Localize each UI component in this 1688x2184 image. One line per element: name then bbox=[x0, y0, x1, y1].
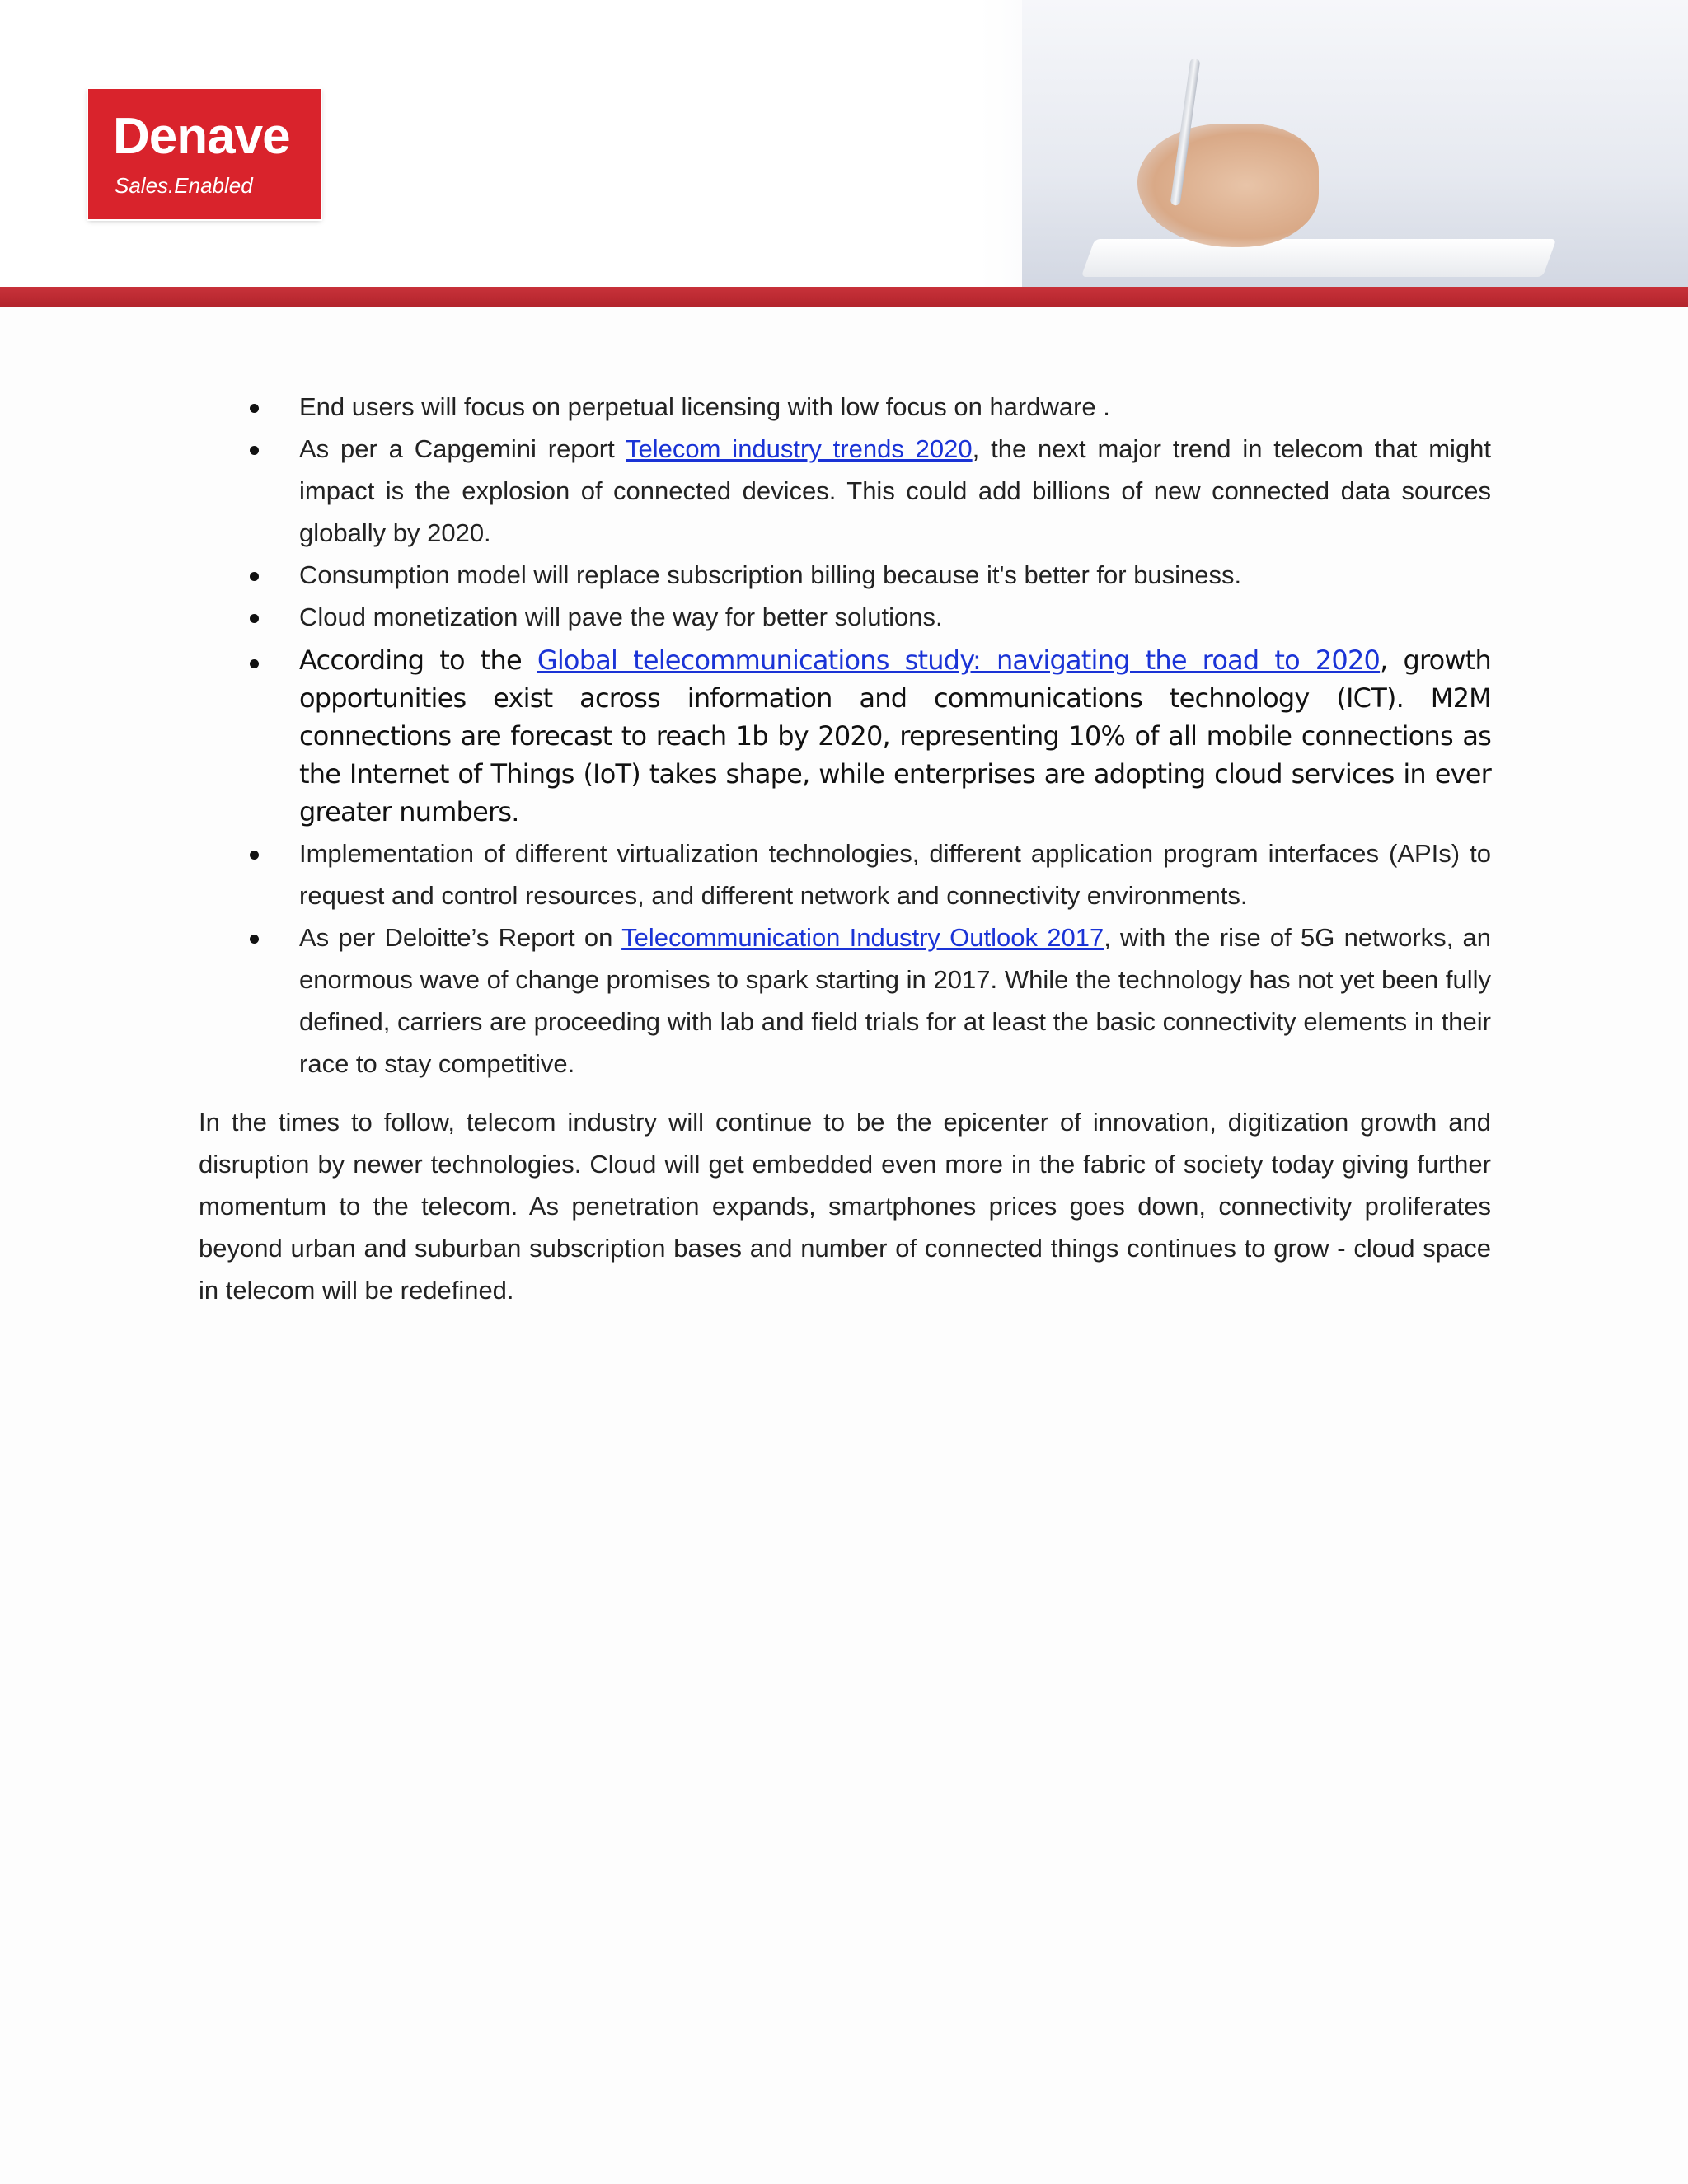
bullet-item bbox=[199, 386, 1491, 428]
header-accent-bar bbox=[0, 287, 1688, 307]
bullet-text-continued: , growth opportunities exist across information and communications technology (ICT). M2M connections are forecast to reach 1b by 2020, representing 10% of all mobile connections as the Internet of Things (IoT) takes shape, while enterprises are adopting cloud services in ever greater numbers. bbox=[299, 644, 1491, 827]
bullet-dot-icon bbox=[250, 851, 259, 860]
bullet-text-continued: , with the rise of 5G networks, an enormous wave of change promises to spark starting in 2017. While the technology has not yet been fully defined, carriers are proceeding with lab and field trials for at least the basic connectivity elements in their race to stay competitive. bbox=[299, 923, 1491, 1078]
bullet-item bbox=[199, 916, 1491, 1085]
page-header bbox=[0, 0, 1688, 307]
bullet-text: Consumption model will replace subscription billing because it's better for business. bbox=[299, 560, 1242, 589]
logo-tagline: Sales.Enabled bbox=[115, 173, 253, 198]
bullet-text: End users will focus on perpetual licensing with low focus on hardware . bbox=[299, 392, 1110, 421]
bullet-item bbox=[199, 428, 1491, 554]
bullet-item bbox=[199, 641, 1491, 831]
bullet-text: Cloud monetization will pave the way for better solutions. bbox=[299, 602, 943, 631]
bullet-dot-icon bbox=[250, 659, 259, 668]
logo-wordmark: Denave bbox=[113, 108, 290, 165]
bullet-text: According to the bbox=[299, 644, 537, 676]
bullet-list bbox=[199, 386, 1491, 1085]
bullet-item bbox=[199, 596, 1491, 638]
bullet-dot-icon bbox=[250, 614, 259, 623]
bullet-text: Implementation of different virtualization technologies, different application program interfaces (APIs) to request and control resources, and different network and connectivity environments. bbox=[299, 839, 1491, 910]
bullet-dot-icon bbox=[250, 404, 259, 413]
denave-logo bbox=[88, 89, 321, 219]
photo-paper bbox=[1081, 239, 1557, 277]
global-telecom-study-link[interactable]: Global telecommunications study: navigating the road to 2020 bbox=[537, 644, 1381, 676]
deloitte-outlook-link[interactable]: Telecommunication Industry Outlook 2017 bbox=[621, 923, 1104, 952]
bullet-item bbox=[199, 832, 1491, 916]
capgemini-report-link[interactable]: Telecom industry trends 2020 bbox=[626, 434, 973, 463]
bullet-item bbox=[199, 554, 1491, 596]
document-body bbox=[199, 386, 1491, 1311]
bullet-text: As per Deloitte’s Report on bbox=[299, 923, 622, 952]
bullet-text-continued: , the next major trend in telecom that might impact is the explosion of connected devices. This could add billions of new connected data sources globally by 2020. bbox=[299, 434, 1492, 547]
bullet-dot-icon bbox=[250, 935, 259, 944]
bullet-text: As per a Capgemini report bbox=[299, 434, 626, 463]
bullet-dot-icon bbox=[250, 446, 259, 455]
closing-paragraph: In the times to follow, telecom industry will continue to be the epicenter of innovation, digitization growth and disruption by newer technologies. Cloud will get embedded even more in the fabric of society today giving further momentum to the telecom. As penetration expands, smartphones prices goes down, connectivity proliferates beyond urban and suburban subscription bases and number of connected things continues to grow - cloud space in telecom will be redefined. bbox=[199, 1108, 1491, 1305]
bullet-dot-icon bbox=[250, 572, 259, 581]
